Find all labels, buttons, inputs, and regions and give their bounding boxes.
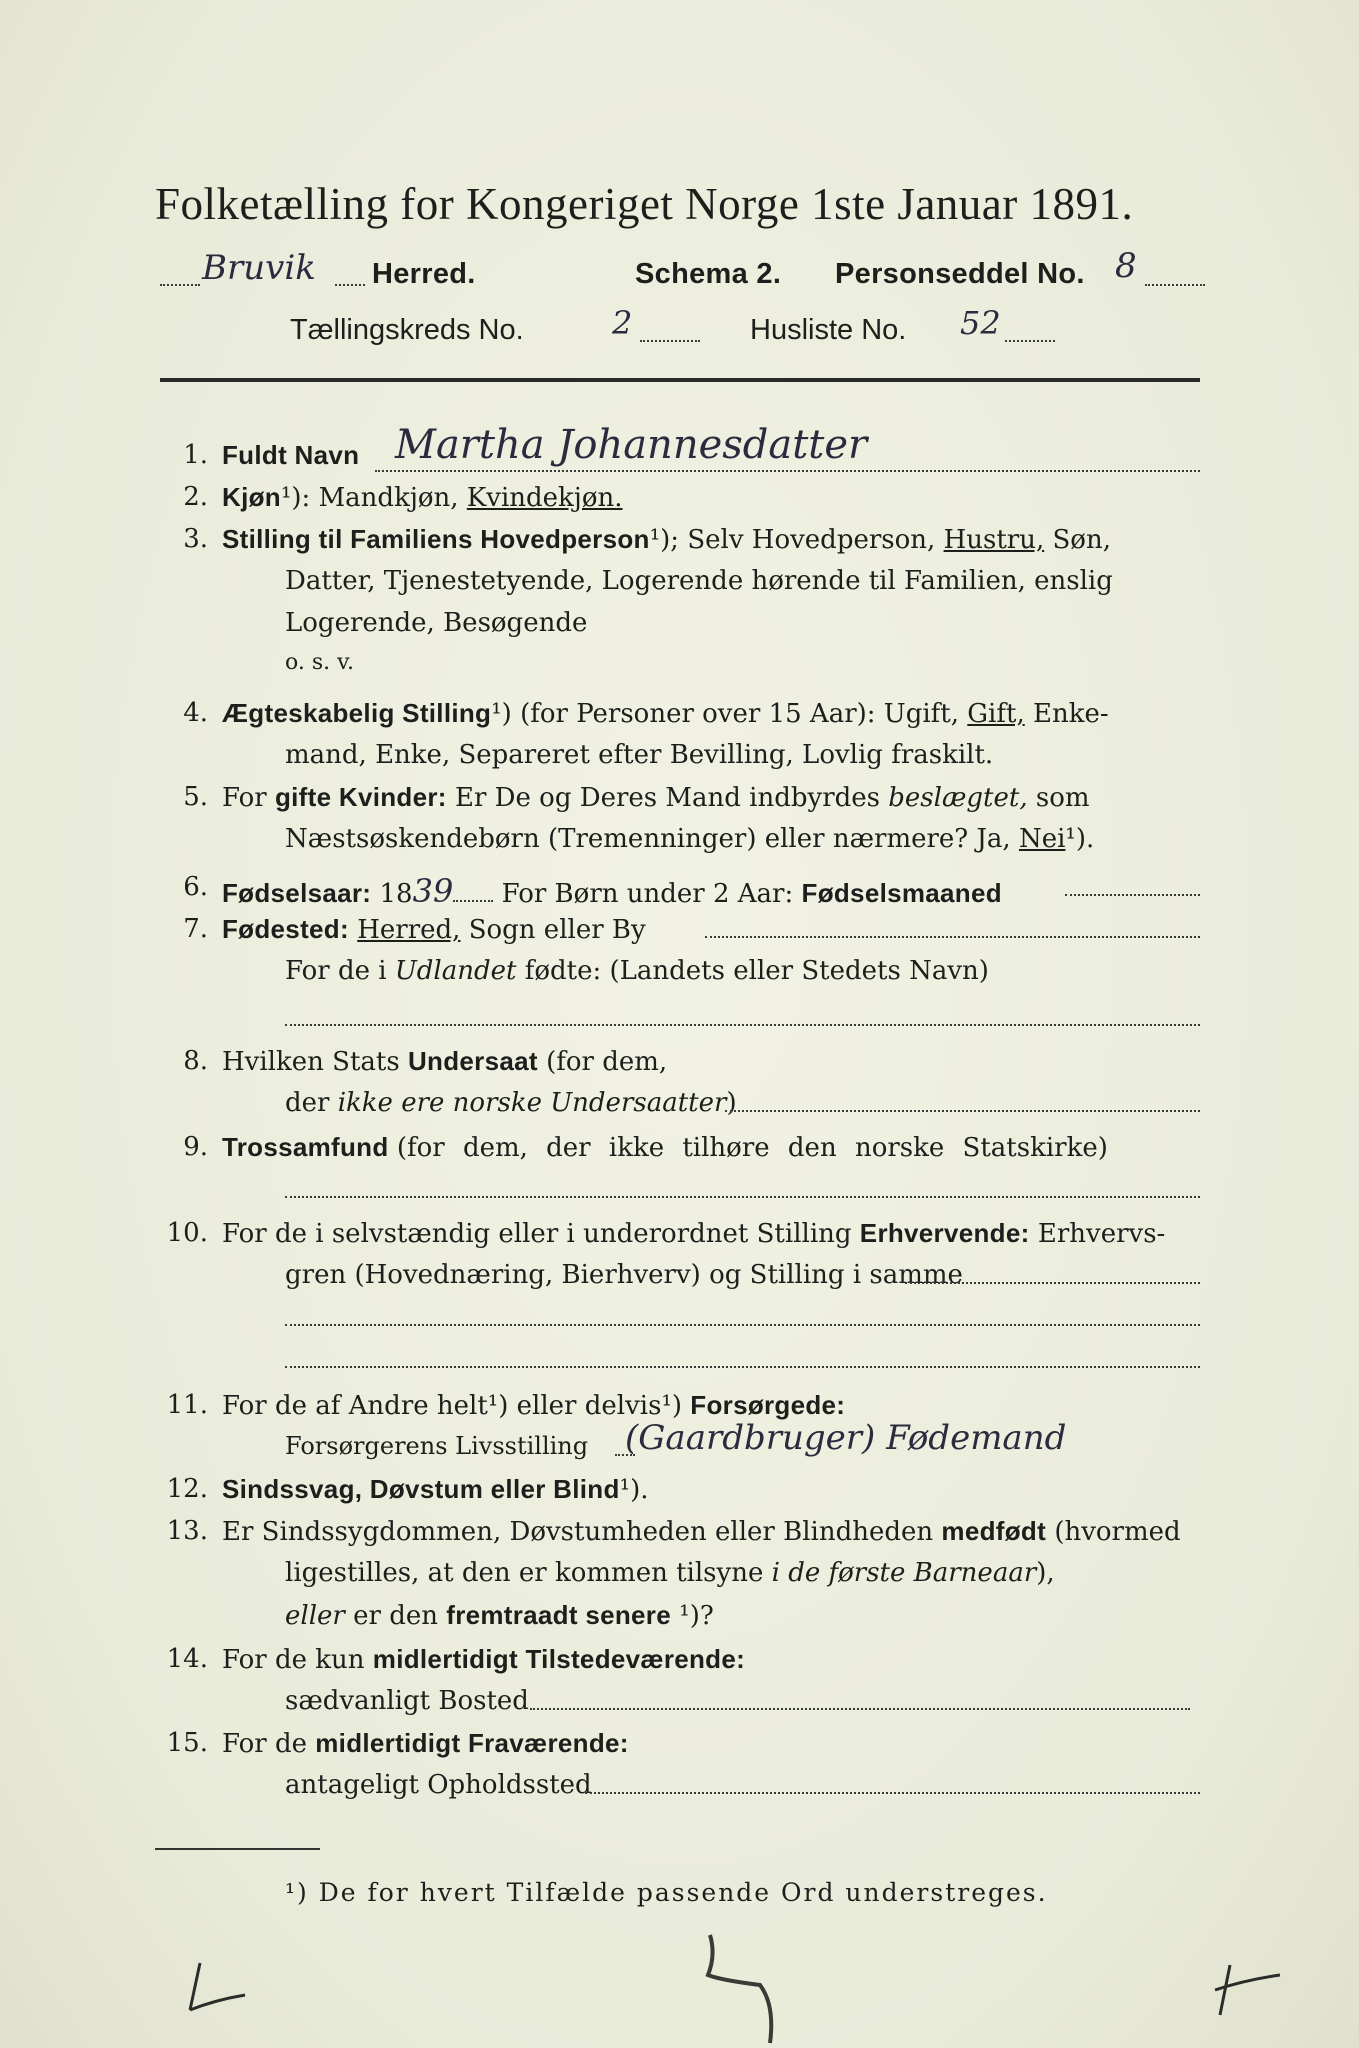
footnote-ref: ¹);	[649, 525, 680, 555]
item-text: antageligt Opholdssted	[285, 1770, 592, 1800]
item-text: Hvilken Stats	[222, 1047, 400, 1077]
item-number: 13.	[166, 1516, 208, 1546]
item-text: For de i	[285, 956, 387, 986]
personseddel-value: 8	[1115, 246, 1137, 286]
item-text: Erhvervs-	[1037, 1219, 1166, 1249]
item-text: (hvormed	[1054, 1517, 1181, 1547]
item-text: o. s. v.	[285, 650, 354, 675]
item-text: der	[285, 1088, 330, 1118]
item-text: som	[1035, 783, 1090, 813]
birth-year-prefix: 18	[379, 879, 413, 909]
item-label: gifte Kvinder:	[274, 782, 447, 812]
item-text: Sogn eller By	[468, 915, 646, 945]
pencil-mark-center	[680, 1925, 800, 2045]
item-text: sædvanligt Bosted	[285, 1686, 529, 1716]
option-nei: Nei	[1018, 824, 1066, 854]
provider-occupation-value: (Gaardbruger) Fødemand	[625, 1418, 1067, 1458]
item-text-italic: Udlandet	[394, 956, 517, 986]
item-label: Sindssvag, Døvstum eller Blind	[222, 1474, 620, 1504]
item-text: For de kun	[222, 1645, 365, 1675]
item-text: gren (Hovednæring, Bierhverv) og Stilling i samme	[285, 1260, 963, 1290]
item-label: Forsørgede:	[690, 1390, 846, 1420]
item-text: fødte: (Landets eller Stedets Navn)	[524, 956, 989, 986]
footnote-ref: ¹)	[661, 1391, 683, 1421]
full-name-value: Martha Johannesdatter	[395, 422, 868, 468]
footnote-ref: ¹):	[280, 483, 311, 513]
item-text: (for dem, der ikke tilhøre den norske Statskirke)	[396, 1133, 1108, 1163]
item-label: Fødselsmaaned	[801, 878, 1002, 908]
footnote-rule	[155, 1848, 320, 1850]
item-label: Erhvervende:	[859, 1218, 1030, 1248]
item-text: ligestilles, at den er kommen tilsyne	[285, 1558, 764, 1588]
item-text: Logerende, Besøgende	[285, 608, 588, 638]
item-15	[160, 1728, 1205, 1808]
item-number: 3.	[183, 524, 208, 554]
item-label: Undersaat	[407, 1046, 538, 1076]
header-rule	[160, 378, 1200, 382]
item-4	[160, 698, 1205, 778]
item-label: Trossamfund	[222, 1132, 389, 1162]
item-text: For de	[222, 1729, 307, 1759]
husliste-value: 52	[960, 304, 1001, 342]
personseddel-label: Personseddel No.	[835, 258, 1085, 290]
item-label: Ægteskabelig Stilling	[222, 698, 492, 728]
kreds-label: Tællingskreds No.	[290, 314, 524, 346]
footnote-ref: ¹).	[619, 1475, 649, 1505]
item-5	[160, 782, 1205, 862]
item-text: )	[726, 1088, 737, 1118]
item-text: ),	[1036, 1558, 1055, 1588]
item-3	[160, 524, 1205, 684]
item-text: Næstsøskendebørn (Tremenninger) eller nærmere? Ja,	[285, 824, 1011, 854]
pencil-mark-left	[160, 1955, 250, 2015]
item-10	[160, 1218, 1205, 1368]
item-text: For	[222, 783, 267, 813]
item-text: For Børn under 2 Aar:	[501, 879, 794, 909]
item-text-italic: beslægtet,	[888, 783, 1028, 813]
item-text: Forsørgerens Livsstilling	[285, 1432, 589, 1460]
footnote-ref: ¹)	[487, 1391, 509, 1421]
item-label: Fødested:	[222, 914, 349, 944]
kreds-value: 2	[612, 304, 633, 342]
item-label: fremtraadt senere	[446, 1600, 671, 1630]
item-text: Søn,	[1052, 525, 1111, 555]
item-number: 2.	[183, 482, 208, 512]
item-13	[160, 1516, 1205, 1646]
item-number: 15.	[166, 1728, 208, 1758]
header-line-herred	[160, 246, 1210, 296]
item-text: Datter, Tjenestetyende, Logerende hørende til Familien, enslig	[285, 566, 1113, 596]
item-11	[160, 1390, 1205, 1470]
item-8	[160, 1046, 1205, 1126]
item-text: (for Personer over 15 Aar): Ugift,	[520, 699, 960, 729]
footnote-ref: ¹)	[491, 699, 512, 729]
item-number: 7.	[183, 914, 208, 944]
item-text: For de i selvstændig eller i underordnet Stilling	[222, 1219, 852, 1249]
item-text: eller delvis	[516, 1391, 662, 1421]
item-label: midlertidigt Tilstedeværende:	[372, 1644, 746, 1674]
birth-year-value: 39	[412, 872, 454, 910]
item-label: midlertidigt Fraværende:	[315, 1728, 629, 1758]
item-text: Selv Hovedperson,	[687, 525, 936, 555]
herred-value: Bruvik	[202, 248, 316, 288]
item-text: Er De og Deres Mand indbyrdes	[455, 783, 881, 813]
item-number: 5.	[183, 782, 208, 812]
item-label: Fødselsaar:	[222, 878, 372, 908]
item-label: Kjøn	[222, 482, 281, 512]
item-number: 11.	[166, 1390, 208, 1420]
item-number: 14.	[166, 1644, 208, 1674]
item-number: 10.	[166, 1218, 208, 1248]
item-number: 9.	[183, 1132, 208, 1162]
item-text: For de af Andre helt	[222, 1391, 488, 1421]
footnote-ref: ¹)?	[679, 1601, 714, 1631]
item-text-italic: i de første Barneaar	[771, 1558, 1037, 1588]
item-text: er den	[353, 1601, 438, 1631]
herred-label: Herred.	[372, 258, 476, 290]
husliste-label: Husliste No.	[750, 314, 907, 346]
option-mandkjon: Mandkjøn,	[318, 483, 459, 513]
item-text: (for dem,	[546, 1047, 668, 1077]
item-number: 4.	[183, 698, 208, 728]
item-label: Fuldt Navn	[222, 440, 360, 470]
form-title: Folketælling for Kongeriget Norge 1ste Januar 1891.	[155, 179, 1134, 229]
item-7	[160, 914, 1205, 1044]
item-label: medfødt	[941, 1516, 1047, 1546]
item-text: Er Sindssygdommen, Døvstumheden eller Blindheden	[222, 1517, 934, 1547]
item-9	[160, 1132, 1205, 1212]
item-text-italic: ikke ere norske Undersaatter	[337, 1088, 727, 1118]
item-text-italic: eller	[285, 1601, 345, 1631]
option-kvindekjon: Kvindekjøn.	[466, 483, 623, 513]
option-herred: Herred,	[357, 915, 461, 945]
item-text: Enke-	[1032, 699, 1109, 729]
option-gift: Gift,	[967, 699, 1025, 729]
header-line-kreds	[290, 304, 1090, 352]
item-14	[160, 1644, 1205, 1724]
item-number: 6.	[183, 872, 208, 902]
option-hustru: Hustru,	[943, 525, 1045, 555]
item-number: 1.	[183, 440, 208, 470]
item-number: 12.	[166, 1474, 208, 1504]
pencil-mark-right	[1205, 1960, 1295, 2020]
footnote-ref: ¹).	[1065, 824, 1095, 854]
schema-label: Schema 2.	[635, 258, 782, 290]
item-text: mand, Enke, Separeret efter Bevilling, Lovlig fraskilt.	[285, 740, 994, 770]
item-label: Stilling til Familiens Hovedperson	[222, 524, 650, 554]
footnote: ¹) De for hvert Tilfælde passende Ord understreges.	[285, 1878, 1048, 1907]
item-number: 8.	[183, 1046, 208, 1076]
